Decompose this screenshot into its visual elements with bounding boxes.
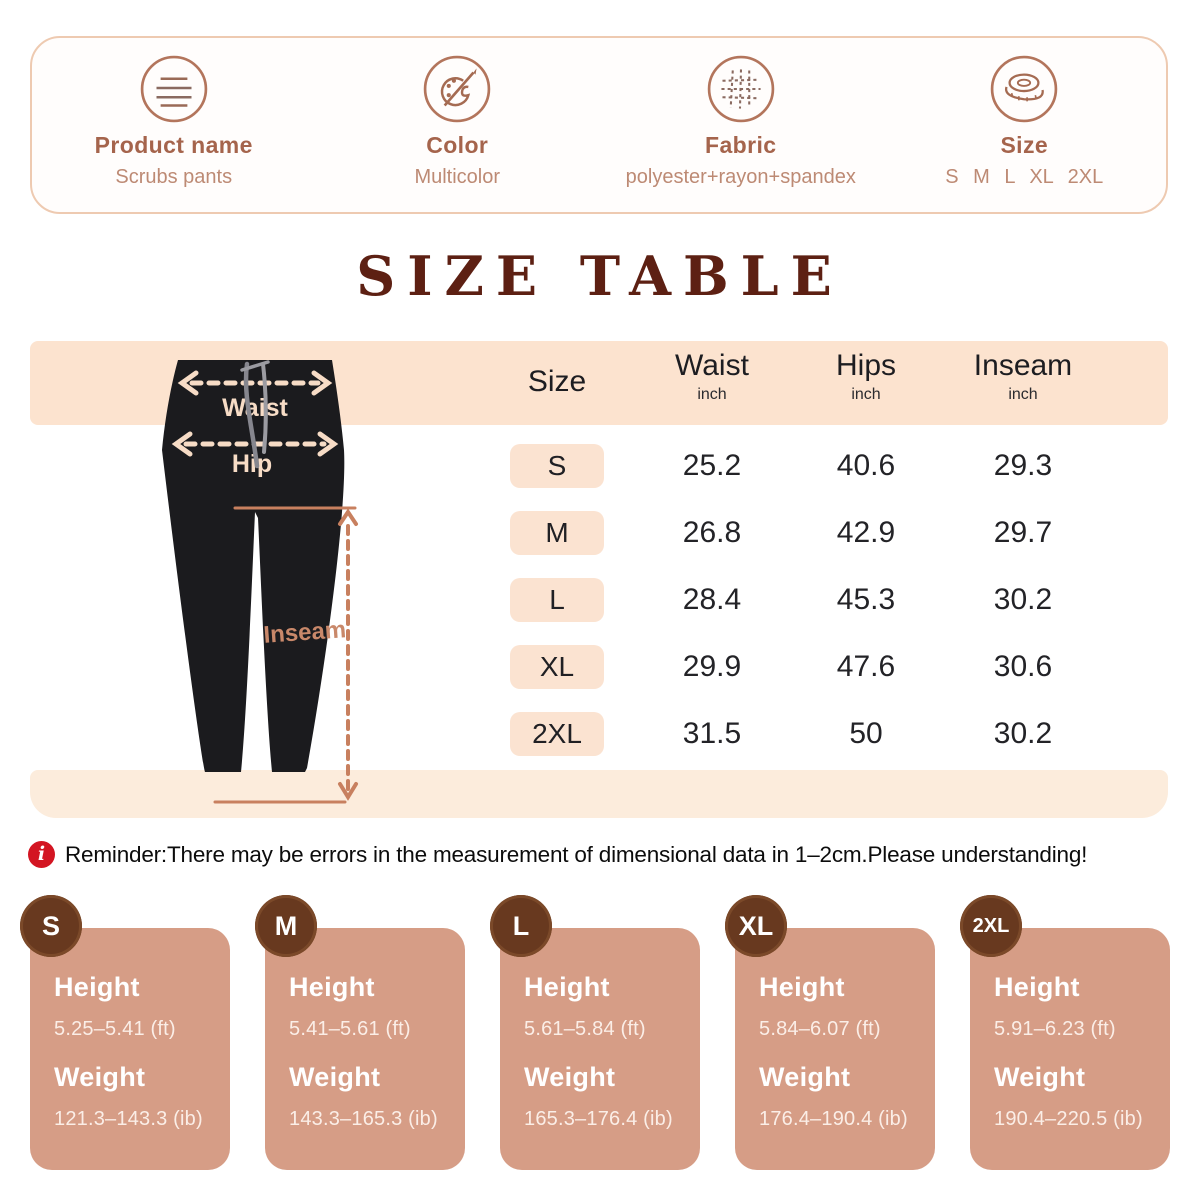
fit-card-2xl	[970, 914, 1170, 1170]
height-label: Height	[524, 972, 610, 1002]
info-value: S M L XL 2XL	[945, 166, 1104, 188]
info-label: Product name	[94, 132, 253, 158]
fit-card-body	[970, 928, 1170, 1131]
info-label: Fabric	[705, 132, 777, 158]
measuring-tape-icon	[989, 54, 1059, 124]
size-pill: XL	[510, 645, 604, 689]
hips-value: 40.6	[836, 449, 896, 482]
column-header-unit: inch	[697, 386, 727, 403]
size-pill: L	[510, 578, 604, 622]
info-value: Multicolor	[414, 166, 501, 188]
weight-value: 165.3–176.4 (ib)	[524, 1108, 673, 1130]
fit-card-xl	[735, 910, 935, 1170]
column-header-waist	[632, 349, 792, 404]
page-title: SIZE TABLE	[356, 244, 844, 308]
fit-card-body	[735, 928, 935, 1131]
fit-card-s	[30, 910, 230, 1170]
table-row	[0, 578, 1200, 622]
column-header-unit: inch	[851, 386, 881, 403]
inseam-value: 30.2	[993, 717, 1053, 750]
weight-label: Weight	[994, 1062, 1086, 1092]
height-value: 5.61–5.84 (ft)	[524, 1018, 646, 1040]
info-value: polyester+rayon+spandex	[625, 166, 856, 188]
height-label: Height	[289, 972, 375, 1002]
color-palette-icon	[422, 54, 492, 124]
column-header-label: Inseam	[973, 349, 1073, 382]
size-badge: S	[20, 895, 82, 957]
weight-value: 176.4–190.4 (ib)	[759, 1108, 908, 1130]
product-info-box	[30, 36, 1168, 214]
inseam-value: 30.6	[993, 650, 1053, 683]
fabric-weave-icon	[706, 54, 776, 124]
info-item-fabric	[599, 38, 883, 189]
table-row	[0, 712, 1200, 756]
waist-value: 31.5	[682, 717, 742, 750]
inseam-value: 29.3	[993, 449, 1053, 482]
waist-label: Waist	[222, 394, 288, 422]
size-pill: S	[510, 444, 604, 488]
size-badge: M	[255, 895, 317, 957]
alert-info-icon: i	[28, 841, 55, 868]
size-badge: XL	[725, 895, 787, 957]
weight-label: Weight	[759, 1062, 851, 1092]
fit-card-body	[30, 928, 230, 1131]
column-header-unit: inch	[1008, 386, 1038, 403]
table-row	[0, 511, 1200, 555]
column-header-inseam	[943, 349, 1103, 404]
fit-card-m	[265, 910, 465, 1170]
product-lines-icon	[139, 54, 209, 124]
info-label: Size	[1000, 132, 1049, 158]
info-value: Scrubs pants	[115, 166, 233, 188]
hips-value: 47.6	[836, 650, 896, 683]
waist-value: 28.4	[682, 583, 742, 616]
info-item-size	[883, 38, 1167, 189]
column-header-size: Size	[527, 365, 587, 398]
height-value: 5.25–5.41 (ft)	[54, 1018, 176, 1040]
inseam-value: 29.7	[993, 516, 1053, 549]
size-pill: M	[510, 511, 604, 555]
height-label: Height	[994, 972, 1080, 1002]
weight-value: 121.3–143.3 (ib)	[54, 1108, 203, 1130]
hips-value: 42.9	[836, 516, 896, 549]
waist-value: 26.8	[682, 516, 742, 549]
weight-label: Weight	[524, 1062, 616, 1092]
hip-label: Hip	[231, 450, 273, 478]
info-item-product-name	[32, 38, 316, 189]
height-value: 5.91–6.23 (ft)	[994, 1018, 1116, 1040]
fit-cards-row	[30, 910, 1170, 1170]
hips-value: 45.3	[836, 583, 896, 616]
weight-label: Weight	[289, 1062, 381, 1092]
info-item-color	[316, 38, 600, 189]
column-header-label: Waist	[675, 349, 749, 382]
size-badge: 2XL	[960, 895, 1022, 957]
fit-card-body	[265, 928, 465, 1131]
weight-value: 143.3–165.3 (ib)	[289, 1108, 438, 1130]
height-label: Height	[759, 972, 845, 1002]
inseam-label: Inseam	[262, 616, 348, 649]
weight-label: Weight	[54, 1062, 146, 1092]
column-header-label: Hips	[835, 349, 896, 382]
table-row	[0, 645, 1200, 689]
table-row	[0, 444, 1200, 488]
height-value: 5.84–6.07 (ft)	[759, 1018, 881, 1040]
fit-card-body	[500, 928, 700, 1131]
waist-value: 25.2	[682, 449, 742, 482]
hips-value: 50	[849, 717, 883, 750]
reminder-text: Reminder:There may be errors in the measurement of dimensional data in 1–2cm.Please understanding!	[65, 841, 1088, 867]
waist-value: 29.9	[682, 650, 742, 683]
size-pill: 2XL	[510, 712, 604, 756]
height-label: Height	[54, 972, 140, 1002]
size-badge: L	[490, 895, 552, 957]
reminder-row	[28, 841, 1087, 868]
inseam-value: 30.2	[993, 583, 1053, 616]
column-header-hips	[786, 349, 946, 404]
info-label: Color	[426, 132, 489, 158]
fit-card-l	[500, 910, 700, 1170]
weight-value: 190.4–220.5 (ib)	[994, 1108, 1143, 1130]
height-value: 5.41–5.61 (ft)	[289, 1018, 411, 1040]
